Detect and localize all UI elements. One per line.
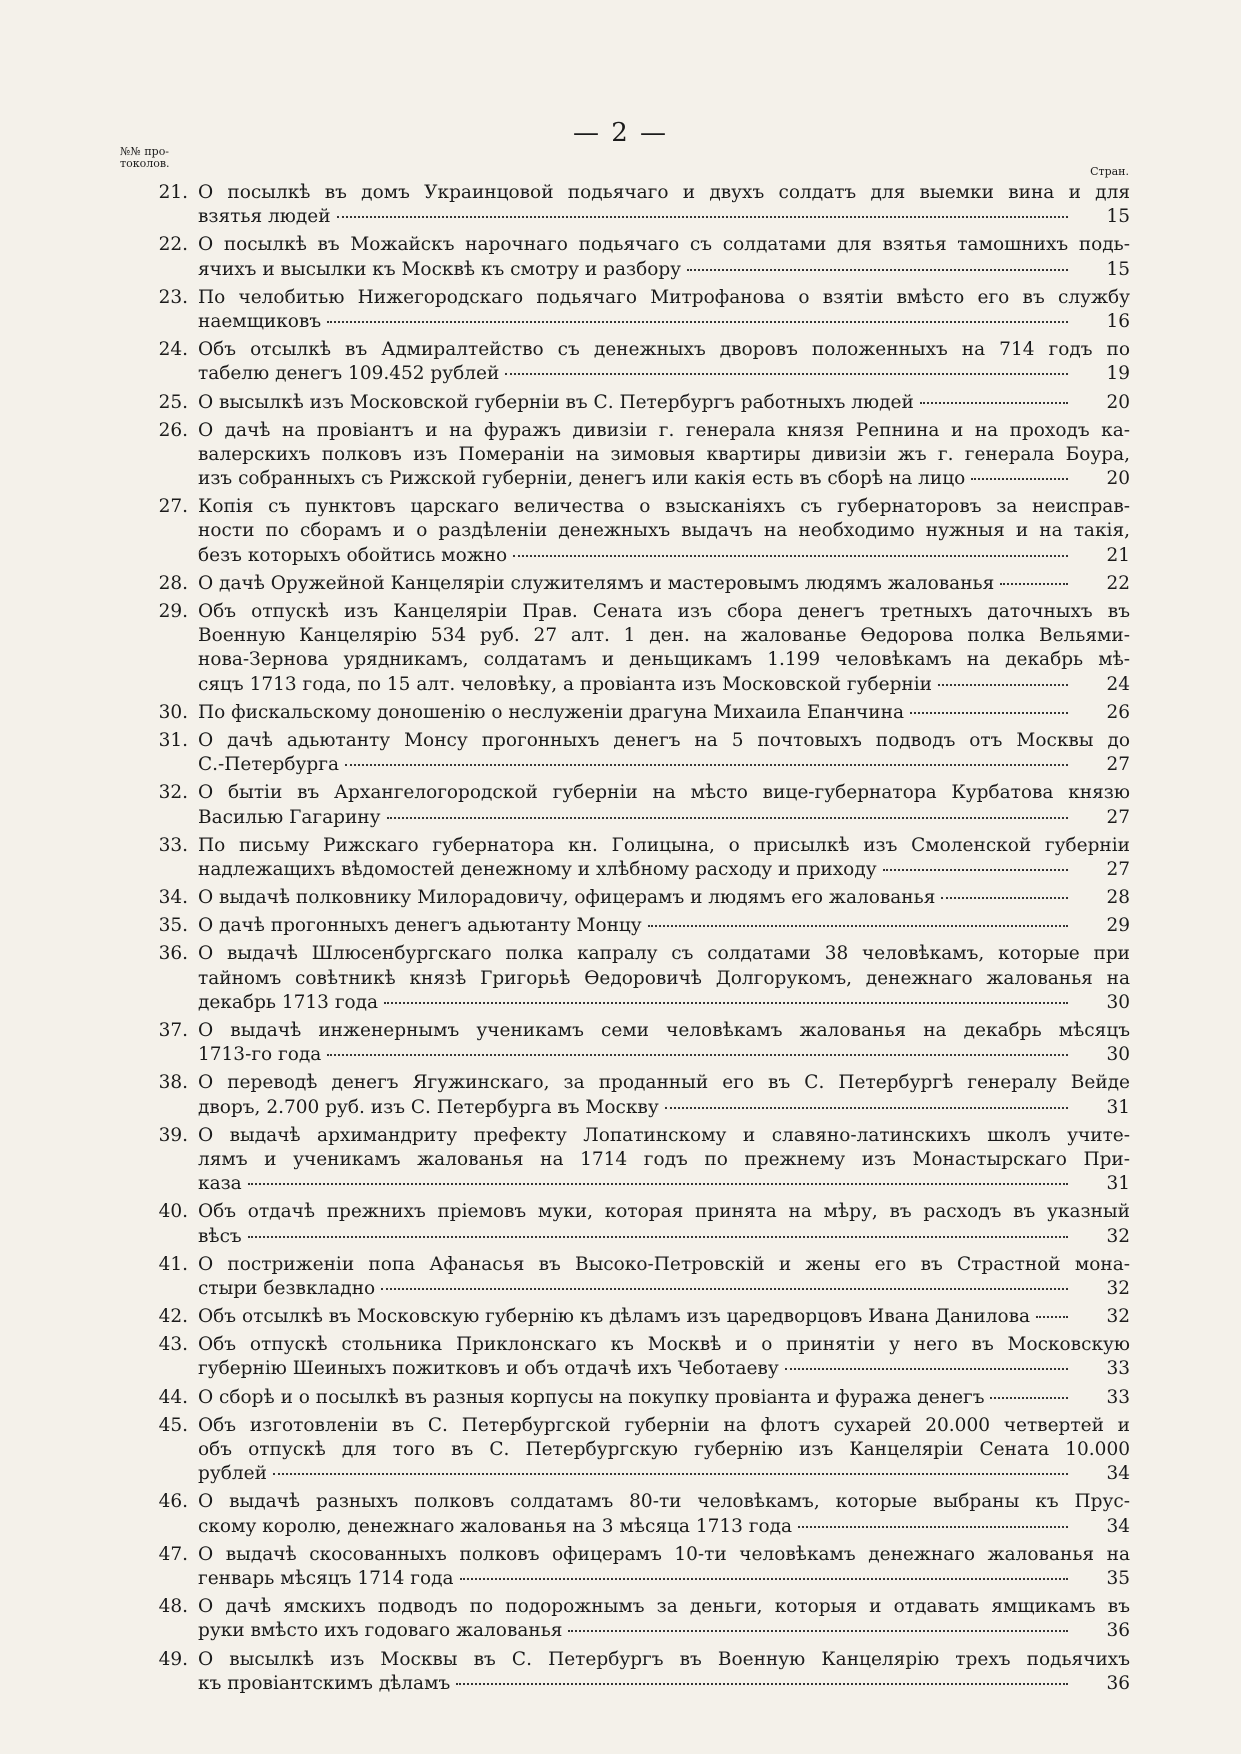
entry-text: къ провіантскимъ дѣламъ xyxy=(198,1672,451,1694)
page-reference: 24 xyxy=(1106,673,1130,695)
entry-text: О выдачѣ инженернымъ ученикамъ семи человѣкамъ жалованья на декабрь мѣсяцъ xyxy=(198,1020,1130,1041)
page-reference: 15 xyxy=(1106,206,1130,228)
toc-entry-line xyxy=(150,1148,1130,1172)
toc-entry-line xyxy=(150,1071,1130,1095)
toc-entry-line xyxy=(150,1438,1130,1462)
entry-text: О высылкѣ изъ Москвы въ С. Петербургъ въ Военную Канцелярію трехъ подьячихъ xyxy=(198,1648,1130,1670)
dot-leader xyxy=(273,1463,1068,1475)
protocol-number: 40. xyxy=(158,1201,188,1223)
toc-entry xyxy=(150,600,1130,697)
entry-text: губернію Шеиныхъ пожитковъ и объ отдачѣ ихъ Чеботаеву xyxy=(198,1358,779,1380)
protocol-number: 43. xyxy=(158,1334,188,1356)
toc-entry xyxy=(150,338,1130,386)
entry-text: О выдачѣ Шлюсенбургскаго полка капралу съ солдатами 38 человѣкамъ, которые при xyxy=(198,943,1130,965)
entry-text: О переводѣ денегъ Ягужинскаго, за проданный его въ С. Петербургѣ генералу Вейде xyxy=(198,1072,1130,1094)
entry-text: генварь мѣсяцъ 1714 года xyxy=(198,1567,454,1589)
toc-entry-line xyxy=(150,967,1130,991)
protocol-number: 35. xyxy=(158,915,188,937)
dot-leader xyxy=(337,206,1068,218)
entry-text: вѣсъ xyxy=(198,1225,242,1247)
protocol-number: 22. xyxy=(158,234,188,256)
toc-entry xyxy=(150,1305,1130,1329)
protocol-number: 26. xyxy=(158,419,188,441)
toc-entry xyxy=(150,1253,1130,1301)
entry-text: О выдачѣ разныхъ полковъ солдатамъ 80-ти человѣкамъ, которые выбраны къ Прус- xyxy=(198,1491,1130,1513)
toc-entry-line xyxy=(150,1567,1130,1591)
protocol-number-column-header: №№ про- токолов. xyxy=(120,145,170,170)
protocol-number: 41. xyxy=(158,1253,188,1275)
protocol-number: 47. xyxy=(158,1543,188,1565)
toc-entry-line xyxy=(150,544,1130,568)
toc-entry xyxy=(150,181,1130,229)
entry-text: О выдачѣ архимандриту префекту Лопатинскому и славяно-латинскихъ школъ учите- xyxy=(198,1124,1130,1146)
page-reference: 34 xyxy=(1106,1515,1130,1537)
page-reference: 30 xyxy=(1106,1044,1130,1066)
toc-entry-line xyxy=(150,519,1130,543)
entry-text: О выдачѣ скосованныхъ полковъ офицерамъ 10-ти человѣкамъ денежнаго жалованья на xyxy=(198,1543,1130,1565)
page-reference: 32 xyxy=(1106,1277,1130,1299)
entry-text: О сборѣ и о посылкѣ въ разныя корпусы на покупку провіанта и фуража денегъ xyxy=(198,1386,985,1408)
toc-entry-line xyxy=(150,1019,1130,1043)
page-reference: 31 xyxy=(1106,1173,1130,1195)
dot-leader xyxy=(920,392,1068,404)
page-reference: 32 xyxy=(1106,1306,1130,1328)
toc-entry xyxy=(150,1019,1130,1067)
entry-text: взятья людей xyxy=(198,206,331,228)
toc-entry xyxy=(150,1490,1130,1538)
dot-leader xyxy=(648,915,1068,927)
page-reference: 32 xyxy=(1106,1225,1130,1247)
protocol-number: 34. xyxy=(158,887,188,909)
entry-text: О бытіи въ Архангелогородской губерніи на мѣсто вице-губернатора Курбатова князю xyxy=(198,782,1130,804)
dot-leader xyxy=(990,1387,1068,1399)
page-reference: 27 xyxy=(1106,806,1130,828)
dot-leader xyxy=(381,1278,1068,1290)
entry-text: С.-Петербурга xyxy=(198,754,339,776)
dot-leader xyxy=(568,1620,1068,1632)
protocol-number: 37. xyxy=(158,1020,188,1041)
toc-entry xyxy=(150,1333,1130,1381)
toc-entry-line xyxy=(150,834,1130,858)
toc-entry-line xyxy=(150,1619,1130,1643)
toc-entry-line xyxy=(150,648,1130,672)
toc-entry xyxy=(150,1386,1130,1410)
entry-text: наемщиковъ xyxy=(198,310,322,332)
toc-entry-line xyxy=(150,1200,1130,1224)
entry-text: О посылкѣ въ Можайскъ нарочнаго подьячаго съ солдатами для взятья тамошнихъ подь- xyxy=(198,234,1130,256)
protocol-number: 44. xyxy=(158,1386,188,1408)
page-reference: 26 xyxy=(1106,701,1130,723)
protocol-number: 27. xyxy=(158,496,188,518)
toc-entry xyxy=(150,1543,1130,1591)
entry-text: нова-Зернова урядникамъ, солдатамъ и деньщикамъ 1.199 человѣкамъ на декабрь мѣ- xyxy=(198,649,1130,671)
entry-text: ячихъ и высылки къ Москвѣ къ смотру и разбору xyxy=(198,258,682,280)
toc-entry xyxy=(150,1200,1130,1248)
dot-leader xyxy=(248,1226,1068,1238)
entry-text: О дачѣ адьютанту Монсу прогонныхъ денегъ на 5 почтовыхъ подводъ отъ Москвы до xyxy=(198,729,1130,751)
entry-text: изъ собранныхъ съ Рижской губерніи, денегъ или какія есть въ сборѣ на лицо xyxy=(198,468,966,490)
toc-entry-line xyxy=(150,991,1130,1015)
toc-entry-line xyxy=(150,391,1130,415)
entry-text: Объ отпускѣ стольника Приклонскаго къ Москвѣ и о принятіи у него въ Московскую xyxy=(198,1334,1130,1356)
toc-entry-line xyxy=(150,233,1130,257)
page-reference: 28 xyxy=(1106,887,1130,909)
entry-text: О выдачѣ полковнику Милорадовичу, офицерамъ и людямъ его жалованья xyxy=(198,887,936,909)
page-reference: 31 xyxy=(1106,1096,1130,1118)
protocol-number: 31. xyxy=(158,729,188,751)
toc-entry-line xyxy=(150,1253,1130,1277)
toc-entry-line xyxy=(150,1515,1130,1539)
entry-text: безъ которыхъ обойтись можно xyxy=(198,544,508,566)
toc-entry xyxy=(150,1648,1130,1696)
dot-leader xyxy=(460,1568,1068,1580)
entry-text: Объ отсылкѣ въ Московскую губернію къ дѣламъ изъ царедворцовъ Ивана Данилова xyxy=(198,1306,1031,1328)
dot-leader xyxy=(798,1516,1068,1528)
toc-entry xyxy=(150,729,1130,777)
entry-text: О постриженіи попа Афанасья въ Высоко-Петровскій и жены его въ Страстной мона- xyxy=(198,1253,1130,1275)
entry-text: объ отпускѣ для того въ С. Петербургскую губернію изъ Канцеляріи Сената 10.000 xyxy=(198,1439,1130,1460)
dot-leader xyxy=(387,807,1068,819)
entry-text: О посылкѣ въ домъ Украинцовой подьячаго и двухъ солдатъ для выемки вина и для xyxy=(198,182,1130,203)
entry-text: ности по сборамъ и о раздѣленіи денежныхъ выдачъ на необходимо нужныя и на такія, xyxy=(198,520,1130,542)
entry-text: По письму Рижскаго губернатора кн. Голицына, о присылкѣ изъ Смоленской губерніи xyxy=(198,834,1130,856)
toc-entry-line xyxy=(150,729,1130,753)
toc-entry-line xyxy=(150,942,1130,966)
entry-text: валерскихъ полковъ изъ Помераніи на зимовыя квартиры дивизіи жъ г. генерала Боура, xyxy=(198,443,1130,465)
toc-entry-line xyxy=(150,673,1130,697)
toc-entry-line xyxy=(150,1386,1130,1410)
toc-entry-line xyxy=(150,858,1130,882)
entry-text: скому королю, денежнаго жалованья на 3 мѣсяца 1713 года xyxy=(198,1515,793,1537)
toc-entry-line xyxy=(150,1124,1130,1148)
entry-text: декабрь 1713 года xyxy=(198,991,379,1013)
dot-leader xyxy=(941,887,1068,899)
entry-text: Объ изготовленіи въ С. Петербургской губерніи на флотъ сухарей 20.000 четвертей и xyxy=(198,1414,1130,1436)
protocol-number: 38. xyxy=(158,1072,188,1094)
page-reference: 20 xyxy=(1106,391,1130,413)
entry-text: Объ отпускѣ изъ Канцеляріи Прав. Сената изъ сбора денегъ третныхъ даточныхъ въ xyxy=(198,601,1130,622)
entry-text: Объ отсылкѣ въ Адмиралтейство съ денежныхъ дворовъ положенныхъ на 714 годъ по xyxy=(198,339,1130,361)
entry-text: надлежащихъ вѣдомостей денежному и хлѣбному расходу и приходу xyxy=(198,858,877,880)
dot-leader xyxy=(1036,1306,1068,1318)
toc-entry xyxy=(150,1595,1130,1643)
protocol-number: 29. xyxy=(158,601,188,622)
toc-entry-line xyxy=(150,1414,1130,1438)
page-reference: 27 xyxy=(1106,754,1130,776)
toc-entry xyxy=(150,233,1130,281)
page-reference: 22 xyxy=(1106,572,1130,594)
toc-entry-line xyxy=(150,495,1130,519)
toc-entry-line xyxy=(150,1172,1130,1196)
dot-leader xyxy=(938,674,1068,686)
protocol-number: 46. xyxy=(158,1491,188,1513)
page-column-header: Стран. xyxy=(1090,165,1129,178)
page-reference: 34 xyxy=(1106,1463,1130,1485)
entry-text: табелю денегъ 109.452 рублей xyxy=(198,363,500,385)
dot-leader xyxy=(687,259,1068,271)
dot-leader xyxy=(971,468,1068,480)
toc-entry-line xyxy=(150,781,1130,805)
protocol-number: 48. xyxy=(158,1596,188,1618)
toc-entry-line xyxy=(150,443,1130,467)
protocol-number: 23. xyxy=(158,286,188,308)
toc-entry xyxy=(150,1124,1130,1197)
toc-entry-line xyxy=(150,1543,1130,1567)
page-reference: 30 xyxy=(1106,991,1130,1013)
page-reference: 21 xyxy=(1106,544,1130,566)
protocol-number: 28. xyxy=(158,572,188,594)
entry-text: Объ отдачѣ прежнихъ пріемовъ муки, которая принята на мѣру, въ расходъ въ указный xyxy=(198,1201,1130,1223)
toc-entry-line xyxy=(150,1305,1130,1329)
dot-leader xyxy=(883,859,1068,871)
entry-text: руки вмѣсто ихъ годоваго жалованья xyxy=(198,1620,563,1642)
toc-entry-line xyxy=(150,419,1130,443)
toc-entry-line xyxy=(150,624,1130,648)
toc-entry-line xyxy=(150,1277,1130,1301)
protocol-number: 32. xyxy=(158,782,188,804)
toc-entry-line xyxy=(150,310,1130,334)
toc-entry-line xyxy=(150,753,1130,777)
toc-entry-line xyxy=(150,258,1130,282)
entry-text: сяцъ 1713 года, по 15 алт. человѣку, а провіанта изъ Московской губерніи xyxy=(198,673,932,695)
toc-entry xyxy=(150,1071,1130,1119)
protocol-number: 25. xyxy=(158,391,188,413)
page-reference: 36 xyxy=(1106,1672,1130,1694)
dot-leader xyxy=(505,363,1068,375)
protocol-number: 49. xyxy=(158,1648,188,1670)
protocol-number: 21. xyxy=(158,182,188,203)
page-number: — 2 — xyxy=(572,118,669,148)
toc-entry xyxy=(150,419,1130,492)
entry-text: тайномъ совѣтникѣ князѣ Григорьѣ Ѳедоровичѣ Долгорукомъ, денежнаго жалованья на xyxy=(198,967,1130,989)
page-reference: 20 xyxy=(1106,468,1130,490)
toc-entry-line xyxy=(150,1672,1130,1696)
toc-entry-line xyxy=(150,701,1130,725)
dot-leader xyxy=(456,1673,1068,1685)
toc-entry-line xyxy=(150,1357,1130,1381)
page-reference: 19 xyxy=(1106,363,1130,385)
entry-text: О дачѣ ямскихъ подводъ по подорожнымъ за деньги, которыя и отдавать ямщикамъ въ xyxy=(198,1596,1130,1618)
toc-entry xyxy=(150,572,1130,596)
table-of-contents xyxy=(150,181,1130,1700)
dot-leader xyxy=(785,1358,1068,1370)
toc-entry-line xyxy=(150,1595,1130,1619)
toc-entry-line xyxy=(150,1333,1130,1357)
dot-leader xyxy=(513,545,1068,557)
entry-text: дворъ, 2.700 руб. изъ С. Петербурга въ Москву xyxy=(198,1096,659,1118)
dot-leader xyxy=(327,1044,1068,1056)
page-reference: 33 xyxy=(1106,1358,1130,1380)
protocol-number: 42. xyxy=(158,1306,188,1328)
page-reference: 15 xyxy=(1106,258,1130,280)
toc-entry-line xyxy=(150,572,1130,596)
dot-leader xyxy=(384,992,1068,1004)
protocol-number: 36. xyxy=(158,943,188,965)
entry-text: О дачѣ прогонныхъ денегъ адьютанту Монцу xyxy=(198,915,642,937)
entry-text: каза xyxy=(198,1173,242,1195)
entry-text: 1713-го года xyxy=(198,1044,322,1066)
toc-entry xyxy=(150,701,1130,725)
toc-entry xyxy=(150,886,1130,910)
toc-entry-line xyxy=(150,1043,1130,1067)
toc-entry-line xyxy=(150,181,1130,205)
protocol-number: 45. xyxy=(158,1414,188,1436)
dot-leader xyxy=(1000,573,1068,585)
entry-text: По фискальскому доношенію о неслуженіи драгуна Михаила Епанчина xyxy=(198,701,904,723)
entry-text: Василью Гагарину xyxy=(198,806,381,828)
toc-entry-line xyxy=(150,914,1130,938)
protocol-number: 30. xyxy=(158,701,188,723)
toc-entry-line xyxy=(150,362,1130,386)
entry-text: По челобитью Нижегородскаго подьячаго Митрофанова о взятіи вмѣсто его въ службу xyxy=(198,286,1130,308)
entry-text: О дачѣ Оружейной Канцеляріи служителямъ и мастеровымъ людямъ жалованья xyxy=(198,572,995,594)
page-reference: 36 xyxy=(1106,1620,1130,1642)
page-reference: 27 xyxy=(1106,858,1130,880)
dot-leader xyxy=(327,311,1068,323)
entry-text: О высылкѣ изъ Московской губерніи въ С. Петербургъ работныхъ людей xyxy=(198,391,914,413)
toc-entry-line xyxy=(150,286,1130,310)
toc-entry-line xyxy=(150,600,1130,624)
toc-entry-line xyxy=(150,1225,1130,1249)
toc-entry-line xyxy=(150,1648,1130,1672)
toc-entry xyxy=(150,391,1130,415)
toc-entry xyxy=(150,286,1130,334)
toc-entry-line xyxy=(150,1462,1130,1486)
toc-entry-line xyxy=(150,1096,1130,1120)
toc-entry-line xyxy=(150,338,1130,362)
protocol-number: 33. xyxy=(158,834,188,856)
protocol-number: 24. xyxy=(158,339,188,361)
dot-leader xyxy=(345,754,1068,766)
page-reference: 29 xyxy=(1106,915,1130,937)
toc-entry xyxy=(150,1414,1130,1487)
toc-entry xyxy=(150,834,1130,882)
dot-leader xyxy=(665,1097,1068,1109)
toc-entry xyxy=(150,942,1130,1015)
entry-text: лямъ и ученикамъ жалованья на 1714 годъ по прежнему изъ Монастырскаго При- xyxy=(198,1148,1130,1170)
toc-entry xyxy=(150,495,1130,568)
entry-text: Копія съ пунктовъ царскаго величества о взысканіяхъ съ губернаторовъ за неисправ- xyxy=(198,496,1130,518)
entry-text: Военную Канцелярію 534 руб. 27 алт. 1 ден. на жалованье Ѳедорова полка Вельями- xyxy=(198,625,1130,647)
toc-entry-line xyxy=(150,806,1130,830)
toc-entry-line xyxy=(150,205,1130,229)
toc-entry xyxy=(150,781,1130,829)
page-reference: 35 xyxy=(1106,1567,1130,1589)
entry-text: стыри безвкладно xyxy=(198,1277,376,1299)
protocol-number: 39. xyxy=(158,1124,188,1146)
dot-leader xyxy=(248,1173,1068,1185)
toc-entry-line xyxy=(150,467,1130,491)
toc-entry-line xyxy=(150,1490,1130,1514)
page-reference: 16 xyxy=(1106,310,1130,332)
entry-text: О дачѣ на провіантъ и на фуражъ дивизіи г. генерала князя Репнина и на проходъ ка- xyxy=(198,419,1130,441)
page-reference: 33 xyxy=(1106,1386,1130,1408)
toc-entry-line xyxy=(150,886,1130,910)
dot-leader xyxy=(910,702,1068,714)
toc-entry xyxy=(150,914,1130,938)
entry-text: рублей xyxy=(198,1463,267,1485)
